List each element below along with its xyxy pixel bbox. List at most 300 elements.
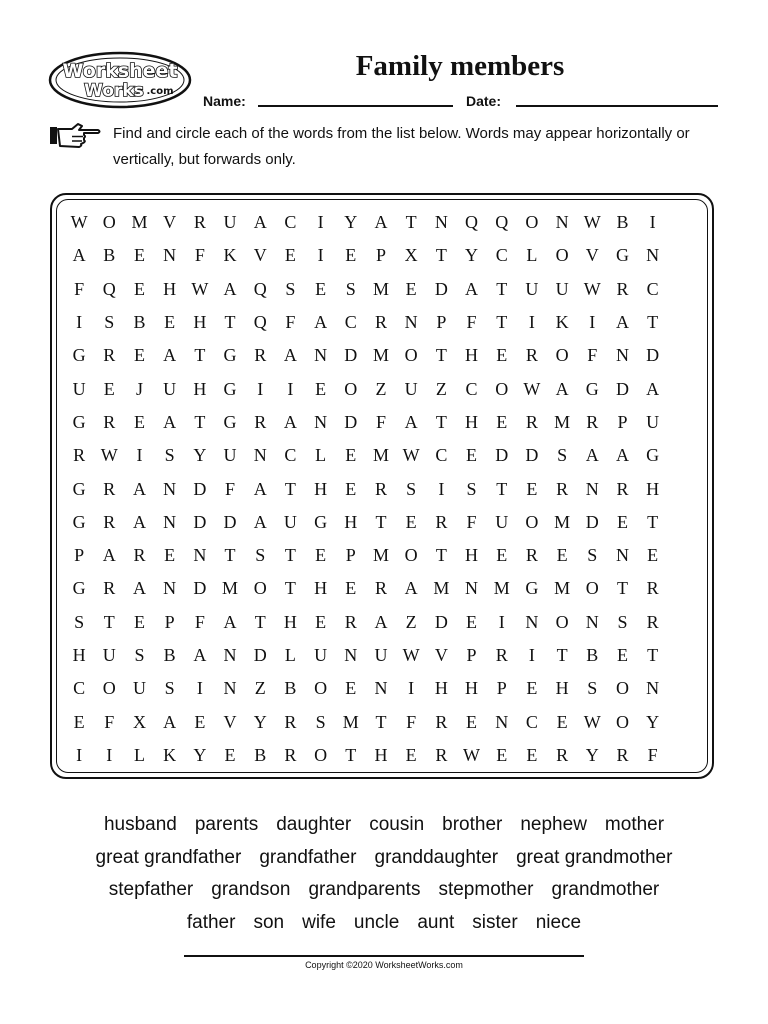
grid-letter[interactable]: A: [253, 478, 267, 499]
grid-letter[interactable]: D: [434, 611, 448, 632]
grid-letter[interactable]: V: [253, 245, 267, 266]
grid-letter[interactable]: R: [103, 511, 116, 532]
grid-letter[interactable]: X: [132, 711, 146, 732]
grid-letter[interactable]: E: [556, 545, 568, 566]
grid-letter[interactable]: F: [104, 711, 115, 732]
grid-letter[interactable]: O: [525, 212, 539, 233]
grid-letter[interactable]: B: [163, 645, 176, 665]
grid-letter[interactable]: A: [163, 711, 177, 732]
grid-letter[interactable]: O: [495, 378, 509, 399]
grid-letter[interactable]: G: [72, 511, 86, 532]
grid-letter[interactable]: A: [555, 378, 569, 399]
grid-letter[interactable]: U: [525, 278, 539, 299]
grid-letter[interactable]: Y: [193, 445, 207, 466]
grid-letter[interactable]: B: [616, 212, 629, 233]
grid-letter[interactable]: H: [374, 744, 388, 765]
grid-letter[interactable]: A: [646, 378, 660, 399]
grid-letter[interactable]: G: [72, 411, 86, 432]
grid-letter[interactable]: C: [344, 312, 357, 333]
grid-letter[interactable]: I: [317, 245, 324, 266]
grid-letter[interactable]: L: [315, 445, 327, 466]
grid-letter[interactable]: R: [284, 711, 297, 732]
grid-letter[interactable]: N: [223, 645, 237, 665]
grid-letter[interactable]: S: [557, 445, 568, 466]
grid-letter[interactable]: M: [372, 345, 389, 366]
grid-letter[interactable]: T: [194, 345, 206, 366]
grid-letter[interactable]: E: [284, 245, 296, 266]
grid-letter[interactable]: R: [646, 611, 659, 632]
grid-letter[interactable]: E: [556, 711, 568, 732]
grid-letter[interactable]: A: [615, 312, 629, 333]
grid-letter[interactable]: H: [163, 278, 177, 299]
grid-letter[interactable]: L: [284, 645, 296, 665]
grid-letter[interactable]: T: [375, 511, 387, 532]
grid-letter[interactable]: Z: [405, 611, 417, 632]
grid-letter[interactable]: I: [257, 378, 264, 399]
grid-letter[interactable]: E: [73, 711, 85, 732]
grid-letter[interactable]: F: [375, 411, 386, 432]
grid-letter[interactable]: O: [102, 212, 116, 233]
grid-letter[interactable]: I: [317, 212, 324, 233]
grid-letter[interactable]: A: [404, 578, 418, 599]
grid-letter[interactable]: E: [194, 711, 206, 732]
grid-letter[interactable]: E: [315, 611, 327, 632]
grid-letter[interactable]: E: [315, 378, 327, 399]
grid-letter[interactable]: M: [554, 411, 571, 432]
grid-letter[interactable]: T: [284, 478, 296, 499]
grid-letter[interactable]: M: [131, 212, 148, 233]
grid-letter[interactable]: Q: [495, 212, 509, 233]
grid-letter[interactable]: N: [434, 212, 448, 233]
grid-letter[interactable]: Z: [254, 678, 266, 699]
grid-letter[interactable]: D: [525, 445, 539, 466]
grid-letter[interactable]: E: [496, 744, 508, 765]
grid-letter[interactable]: E: [647, 545, 659, 566]
grid-letter[interactable]: I: [589, 312, 596, 333]
grid-letter[interactable]: H: [465, 411, 479, 432]
grid-letter[interactable]: E: [164, 312, 176, 333]
grid-letter[interactable]: A: [404, 411, 418, 432]
grid-letter[interactable]: W: [191, 278, 209, 299]
grid-letter[interactable]: R: [646, 578, 659, 599]
grid-letter[interactable]: H: [193, 378, 207, 399]
grid-letter[interactable]: D: [253, 645, 267, 665]
grid-letter[interactable]: E: [526, 478, 538, 499]
grid-letter[interactable]: E: [345, 478, 357, 499]
grid-letter[interactable]: R: [284, 744, 297, 765]
grid-letter[interactable]: N: [525, 611, 539, 632]
grid-letter[interactable]: N: [646, 678, 660, 699]
grid-letter[interactable]: V: [163, 212, 177, 233]
grid-letter[interactable]: T: [496, 312, 508, 333]
grid-letter[interactable]: T: [556, 645, 568, 665]
grid-letter[interactable]: E: [405, 511, 417, 532]
grid-letter[interactable]: R: [435, 744, 448, 765]
grid-letter[interactable]: M: [342, 711, 359, 732]
grid-letter[interactable]: F: [587, 345, 598, 366]
grid-letter[interactable]: G: [72, 345, 86, 366]
grid-letter[interactable]: N: [163, 478, 177, 499]
grid-letter[interactable]: P: [375, 245, 386, 266]
grid-letter[interactable]: A: [163, 411, 177, 432]
grid-letter[interactable]: R: [435, 711, 448, 732]
grid-letter[interactable]: O: [555, 245, 569, 266]
grid-letter[interactable]: N: [314, 411, 328, 432]
grid-letter[interactable]: A: [253, 511, 267, 532]
grid-letter[interactable]: V: [434, 645, 448, 665]
grid-letter[interactable]: E: [496, 411, 508, 432]
grid-letter[interactable]: H: [555, 678, 569, 699]
grid-letter[interactable]: T: [284, 578, 296, 599]
grid-letter[interactable]: Q: [102, 278, 116, 299]
grid-letter[interactable]: O: [615, 711, 629, 732]
grid-letter[interactable]: R: [616, 478, 629, 499]
grid-letter[interactable]: B: [284, 678, 297, 699]
grid-letter[interactable]: N: [344, 645, 358, 665]
grid-letter[interactable]: C: [495, 245, 508, 266]
grid-letter[interactable]: T: [647, 312, 659, 333]
grid-letter[interactable]: A: [132, 578, 146, 599]
grid-letter[interactable]: C: [284, 212, 297, 233]
grid-letter[interactable]: O: [253, 578, 267, 599]
grid-letter[interactable]: E: [405, 744, 417, 765]
grid-letter[interactable]: U: [404, 378, 418, 399]
name-field[interactable]: [258, 105, 453, 107]
grid-letter[interactable]: J: [135, 378, 143, 399]
grid-letter[interactable]: M: [433, 578, 450, 599]
grid-letter[interactable]: D: [193, 478, 207, 499]
grid-letter[interactable]: G: [585, 378, 599, 399]
grid-letter[interactable]: A: [72, 245, 86, 266]
grid-letter[interactable]: T: [647, 511, 659, 532]
grid-letter[interactable]: K: [223, 245, 237, 266]
grid-letter[interactable]: S: [164, 445, 175, 466]
grid-letter[interactable]: Y: [585, 744, 599, 765]
grid-letter[interactable]: G: [72, 478, 86, 499]
grid-letter[interactable]: C: [73, 678, 86, 699]
grid-letter[interactable]: U: [132, 678, 146, 699]
grid-letter[interactable]: F: [466, 312, 477, 333]
grid-letter[interactable]: I: [196, 678, 203, 699]
grid-letter[interactable]: F: [194, 245, 205, 266]
grid-letter[interactable]: H: [465, 545, 479, 566]
grid-letter[interactable]: D: [615, 378, 629, 399]
grid-letter[interactable]: R: [254, 411, 267, 432]
grid-letter[interactable]: A: [615, 445, 629, 466]
grid-letter[interactable]: C: [465, 378, 478, 399]
grid-letter[interactable]: E: [616, 645, 628, 665]
grid-letter[interactable]: E: [345, 245, 357, 266]
grid-letter[interactable]: U: [102, 645, 116, 665]
grid-letter[interactable]: E: [133, 278, 145, 299]
grid-letter[interactable]: F: [74, 278, 85, 299]
grid-letter[interactable]: E: [315, 545, 327, 566]
grid-letter[interactable]: P: [436, 312, 447, 333]
grid-letter[interactable]: O: [555, 345, 569, 366]
grid-letter[interactable]: H: [193, 312, 207, 333]
grid-letter[interactable]: Y: [646, 711, 660, 732]
grid-letter[interactable]: H: [465, 678, 479, 699]
grid-letter[interactable]: M: [222, 578, 239, 599]
grid-letter[interactable]: T: [496, 478, 508, 499]
grid-letter[interactable]: S: [134, 645, 145, 665]
grid-letter[interactable]: M: [372, 278, 389, 299]
grid-letter[interactable]: R: [374, 312, 387, 333]
grid-letter[interactable]: O: [314, 744, 328, 765]
grid-letter[interactable]: E: [103, 378, 115, 399]
grid-letter[interactable]: G: [314, 511, 328, 532]
grid-letter[interactable]: R: [616, 744, 629, 765]
date-field[interactable]: [516, 105, 718, 107]
grid-letter[interactable]: G: [223, 345, 237, 366]
grid-letter[interactable]: R: [103, 345, 116, 366]
grid-letter[interactable]: L: [133, 744, 145, 765]
grid-letter[interactable]: W: [100, 445, 118, 466]
grid-letter[interactable]: E: [164, 545, 176, 566]
grid-letter[interactable]: F: [406, 711, 417, 732]
grid-letter[interactable]: P: [345, 545, 356, 566]
grid-letter[interactable]: I: [76, 744, 83, 765]
grid-letter[interactable]: W: [523, 378, 541, 399]
grid-letter[interactable]: A: [132, 478, 146, 499]
grid-letter[interactable]: A: [253, 212, 267, 233]
grid-letter[interactable]: R: [616, 278, 629, 299]
grid-letter[interactable]: E: [466, 711, 478, 732]
grid-letter[interactable]: O: [555, 611, 569, 632]
grid-letter[interactable]: T: [435, 245, 447, 266]
grid-letter[interactable]: N: [615, 345, 629, 366]
grid-letter[interactable]: A: [465, 278, 479, 299]
grid-letter[interactable]: N: [374, 678, 388, 699]
grid-letter[interactable]: H: [465, 345, 479, 366]
grid-letter[interactable]: G: [72, 578, 86, 599]
grid-letter[interactable]: I: [106, 744, 113, 765]
grid-letter[interactable]: T: [647, 645, 659, 665]
grid-letter[interactable]: E: [345, 678, 357, 699]
grid-letter[interactable]: K: [555, 312, 569, 333]
grid-letter[interactable]: G: [223, 411, 237, 432]
grid-letter[interactable]: N: [223, 678, 237, 699]
grid-letter[interactable]: O: [314, 678, 328, 699]
grid-letter[interactable]: S: [406, 478, 417, 499]
grid-letter[interactable]: N: [465, 578, 479, 599]
grid-letter[interactable]: H: [344, 511, 358, 532]
grid-letter[interactable]: H: [314, 578, 328, 599]
grid-letter[interactable]: R: [344, 611, 357, 632]
grid-letter[interactable]: I: [76, 312, 83, 333]
grid-letter[interactable]: U: [72, 378, 86, 399]
grid-letter[interactable]: I: [528, 645, 535, 665]
grid-letter[interactable]: N: [495, 711, 509, 732]
grid-letter[interactable]: A: [132, 511, 146, 532]
grid-letter[interactable]: B: [133, 312, 146, 333]
grid-letter[interactable]: O: [615, 678, 629, 699]
grid-letter[interactable]: U: [163, 378, 177, 399]
grid-letter[interactable]: I: [438, 478, 445, 499]
grid-letter[interactable]: I: [408, 678, 415, 699]
grid-letter[interactable]: D: [344, 411, 358, 432]
grid-letter[interactable]: Y: [465, 245, 479, 266]
grid-letter[interactable]: C: [435, 445, 448, 466]
grid-letter[interactable]: B: [254, 744, 267, 765]
grid-letter[interactable]: N: [163, 578, 177, 599]
grid-letter[interactable]: M: [554, 511, 571, 532]
grid-letter[interactable]: R: [73, 445, 86, 466]
grid-letter[interactable]: P: [496, 678, 507, 699]
grid-letter[interactable]: R: [193, 212, 206, 233]
grid-letter[interactable]: H: [283, 611, 297, 632]
grid-letter[interactable]: R: [556, 478, 569, 499]
grid-letter[interactable]: E: [133, 611, 145, 632]
grid-letter[interactable]: V: [585, 245, 599, 266]
grid-letter[interactable]: F: [194, 611, 205, 632]
grid-letter[interactable]: V: [223, 711, 237, 732]
grid-letter[interactable]: L: [526, 245, 538, 266]
grid-letter[interactable]: S: [345, 278, 356, 299]
grid-letter[interactable]: T: [194, 411, 206, 432]
grid-letter[interactable]: N: [314, 345, 328, 366]
grid-letter[interactable]: H: [646, 478, 660, 499]
grid-letter[interactable]: I: [136, 445, 143, 466]
grid-letter[interactable]: G: [525, 578, 539, 599]
grid-letter[interactable]: S: [74, 611, 85, 632]
grid-letter[interactable]: R: [586, 411, 599, 432]
grid-letter[interactable]: S: [617, 611, 628, 632]
grid-letter[interactable]: P: [74, 545, 85, 566]
grid-letter[interactable]: A: [163, 345, 177, 366]
grid-letter[interactable]: A: [374, 611, 388, 632]
grid-letter[interactable]: H: [434, 678, 448, 699]
grid-letter[interactable]: R: [103, 578, 116, 599]
grid-letter[interactable]: W: [583, 212, 601, 233]
grid-letter[interactable]: G: [223, 378, 237, 399]
grid-letter[interactable]: M: [372, 445, 389, 466]
grid-letter[interactable]: R: [254, 345, 267, 366]
grid-letter[interactable]: T: [435, 345, 447, 366]
grid-letter[interactable]: E: [526, 678, 538, 699]
grid-letter[interactable]: E: [526, 744, 538, 765]
grid-letter[interactable]: U: [314, 645, 328, 665]
grid-letter[interactable]: U: [646, 411, 660, 432]
grid-letter[interactable]: S: [315, 711, 326, 732]
grid-letter[interactable]: D: [585, 511, 599, 532]
grid-letter[interactable]: O: [525, 511, 539, 532]
grid-letter[interactable]: T: [224, 545, 236, 566]
grid-letter[interactable]: N: [555, 212, 569, 233]
grid-letter[interactable]: R: [103, 411, 116, 432]
grid-letter[interactable]: O: [585, 578, 599, 599]
grid-letter[interactable]: D: [434, 278, 448, 299]
grid-letter[interactable]: M: [493, 578, 510, 599]
grid-letter[interactable]: R: [556, 744, 569, 765]
grid-letter[interactable]: I: [528, 312, 535, 333]
grid-letter[interactable]: R: [103, 478, 116, 499]
grid-letter[interactable]: N: [585, 478, 599, 499]
grid-letter[interactable]: T: [284, 545, 296, 566]
grid-letter[interactable]: G: [615, 245, 629, 266]
grid-letter[interactable]: N: [193, 545, 207, 566]
grid-letter[interactable]: N: [585, 611, 599, 632]
grid-letter[interactable]: R: [133, 545, 146, 566]
grid-letter[interactable]: O: [344, 378, 358, 399]
grid-letter[interactable]: U: [223, 212, 237, 233]
grid-letter[interactable]: I: [498, 611, 505, 632]
grid-letter[interactable]: S: [587, 545, 598, 566]
grid-letter[interactable]: S: [587, 678, 598, 699]
grid-letter[interactable]: M: [554, 578, 571, 599]
grid-letter[interactable]: S: [104, 312, 115, 333]
grid-letter[interactable]: R: [495, 645, 508, 665]
grid-letter[interactable]: R: [525, 545, 538, 566]
grid-letter[interactable]: A: [374, 212, 388, 233]
grid-letter[interactable]: U: [374, 645, 388, 665]
grid-letter[interactable]: Q: [253, 278, 267, 299]
grid-letter[interactable]: E: [224, 744, 236, 765]
grid-letter[interactable]: P: [617, 411, 628, 432]
grid-letter[interactable]: P: [164, 611, 175, 632]
grid-letter[interactable]: T: [103, 611, 115, 632]
grid-letter[interactable]: B: [586, 645, 599, 665]
grid-letter[interactable]: U: [283, 511, 297, 532]
grid-letter[interactable]: B: [103, 245, 116, 266]
grid-letter[interactable]: Z: [375, 378, 387, 399]
grid-letter[interactable]: R: [374, 578, 387, 599]
grid-letter[interactable]: E: [345, 578, 357, 599]
grid-letter[interactable]: S: [164, 678, 175, 699]
grid-letter[interactable]: A: [102, 545, 116, 566]
grid-letter[interactable]: D: [646, 345, 660, 366]
grid-letter[interactable]: Q: [465, 212, 479, 233]
grid-letter[interactable]: W: [463, 744, 481, 765]
grid-letter[interactable]: E: [315, 278, 327, 299]
grid-letter[interactable]: F: [466, 511, 477, 532]
grid-letter[interactable]: D: [495, 445, 509, 466]
grid-letter[interactable]: U: [223, 445, 237, 466]
grid-letter[interactable]: A: [283, 345, 297, 366]
grid-letter[interactable]: C: [284, 445, 297, 466]
grid-letter[interactable]: F: [225, 478, 236, 499]
grid-letter[interactable]: W: [583, 278, 601, 299]
grid-letter[interactable]: T: [435, 545, 447, 566]
grid-letter[interactable]: E: [345, 445, 357, 466]
grid-letter[interactable]: T: [254, 611, 266, 632]
grid-letter[interactable]: O: [102, 678, 116, 699]
grid-letter[interactable]: P: [466, 645, 477, 665]
grid-letter[interactable]: F: [647, 744, 658, 765]
grid-letter[interactable]: E: [466, 611, 478, 632]
grid-letter[interactable]: N: [404, 312, 418, 333]
grid-letter[interactable]: K: [163, 744, 177, 765]
grid-letter[interactable]: D: [223, 511, 237, 532]
grid-letter[interactable]: R: [525, 411, 538, 432]
grid-letter[interactable]: U: [495, 511, 509, 532]
grid-letter[interactable]: G: [646, 445, 660, 466]
grid-letter[interactable]: T: [405, 212, 417, 233]
grid-letter[interactable]: N: [253, 445, 267, 466]
grid-letter[interactable]: Y: [253, 711, 267, 732]
grid-letter[interactable]: S: [285, 278, 296, 299]
grid-letter[interactable]: C: [525, 711, 538, 732]
grid-letter[interactable]: A: [585, 445, 599, 466]
grid-letter[interactable]: W: [402, 645, 420, 665]
grid-letter[interactable]: T: [375, 711, 387, 732]
grid-letter[interactable]: I: [287, 378, 294, 399]
grid-letter[interactable]: D: [344, 345, 358, 366]
grid-letter[interactable]: A: [223, 611, 237, 632]
grid-letter[interactable]: T: [616, 578, 628, 599]
grid-letter[interactable]: M: [372, 545, 389, 566]
grid-letter[interactable]: E: [466, 445, 478, 466]
